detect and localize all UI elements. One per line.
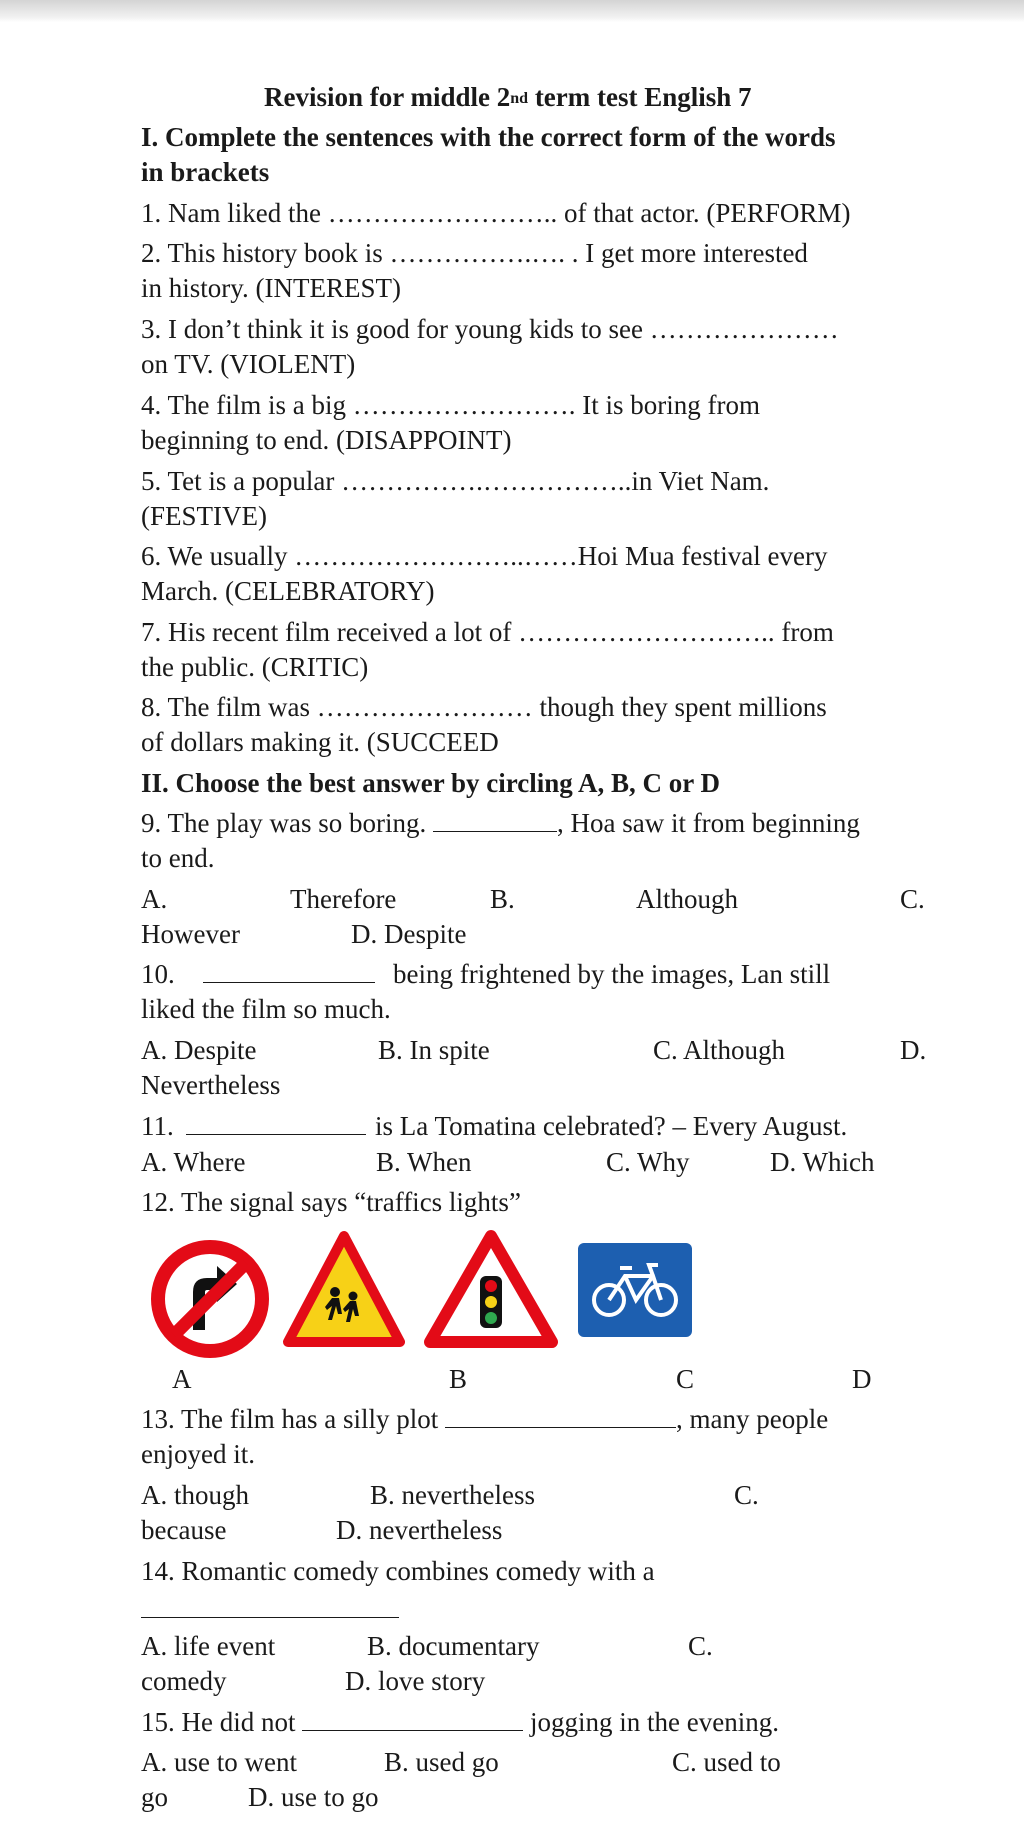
q11-line: is La Tomatina celebrated? – Every August.: [375, 1111, 848, 1141]
q11-num: 11.: [141, 1111, 174, 1141]
q2-line-cont: in history. (INTEREST): [141, 273, 401, 303]
q10-option-d[interactable]: D.: [900, 1035, 927, 1065]
q9-option-a-text[interactable]: Therefore: [290, 884, 397, 914]
q9-blank: [433, 807, 557, 832]
q9-option-b-text[interactable]: Although: [636, 884, 739, 914]
q11-option-b[interactable]: B. When: [376, 1147, 472, 1177]
q6-line-cont: March. (CELEBRATORY): [141, 576, 435, 606]
q10-line-cont: liked the film so much.: [141, 994, 391, 1024]
q6-line: 6. We usually ……………………..……Hoi Mua festival every: [141, 541, 828, 571]
q9-option-c[interactable]: C.: [900, 884, 925, 914]
q11-option-a[interactable]: A. Where: [141, 1147, 246, 1177]
q9-line-cont: to end.: [141, 843, 215, 873]
q13-option-c-text[interactable]: because: [141, 1515, 227, 1545]
q13-option-b[interactable]: B. nevertheless: [370, 1480, 535, 1510]
q15-blank: [302, 1706, 523, 1731]
q15-option-b[interactable]: B. used go: [384, 1747, 499, 1777]
sign-c-panel: [578, 1243, 692, 1337]
children-crossing-sign-icon[interactable]: [282, 1230, 406, 1348]
q10-option-b[interactable]: B. In spite: [378, 1035, 490, 1065]
q8-line-cont: of dollars making it. (SUCCEED: [141, 727, 499, 757]
q15-line: 15. He did not jogging in the evening.: [141, 1707, 779, 1737]
q12-label-c: C: [676, 1364, 695, 1394]
q2-line: 2. This history book is …………….…. . I get more interested: [141, 238, 808, 268]
q14-line: 14. Romantic comedy combines comedy with a: [141, 1556, 655, 1586]
q12-label-b: B: [449, 1364, 468, 1394]
top-shadow-bar: [0, 0, 1024, 22]
q10-option-d-text[interactable]: Nevertheless: [141, 1070, 281, 1100]
sign-b2-red-light: [485, 1280, 497, 1292]
q7-line-cont: the public. (CRITIC): [141, 652, 369, 682]
q14-blank: [141, 1617, 399, 1618]
q4-line: 4. The film is a big ……………………. It is boring from: [141, 390, 760, 420]
q5-line: 5. Tet is a popular …………….……………..in Viet Nam.: [141, 466, 770, 496]
q14-option-d[interactable]: D. love story: [345, 1666, 486, 1696]
q11-option-c[interactable]: C. Why: [606, 1147, 690, 1177]
no-right-turn-sign-icon[interactable]: [145, 1234, 275, 1364]
page-title: Revision for middle 2nd term test English 7: [264, 82, 752, 112]
q3-line-cont: on TV. (VIOLENT): [141, 349, 356, 379]
q13-blank: [445, 1403, 676, 1428]
q12-label-d: D: [852, 1364, 872, 1394]
q11-blank-wrap: [186, 1109, 366, 1143]
section1-heading-cont: in brackets: [141, 157, 270, 187]
section1-heading: I. Complete the sentences with the correct form of the words: [141, 122, 836, 152]
q3-line: 3. I don’t think it is good for young kids to see …………………: [141, 314, 839, 344]
q9-option-c-text[interactable]: However: [141, 919, 240, 949]
q12-label-a: A: [172, 1364, 192, 1394]
q13-line: 13. The film has a silly plot , many people: [141, 1404, 829, 1434]
sign-b2-green-light: [485, 1312, 497, 1324]
q10-option-a[interactable]: A. Despite: [141, 1035, 257, 1065]
q11-option-d[interactable]: D. Which: [770, 1147, 875, 1177]
q5-line-cont: (FESTIVE): [141, 501, 267, 531]
q10-option-c[interactable]: C. Although: [653, 1035, 786, 1065]
traffic-lights-sign-icon[interactable]: [422, 1228, 560, 1350]
q1-line: 1. Nam liked the …………………….. of that actor. (PERFORM): [141, 198, 851, 228]
q4-line-cont: beginning to end. (DISAPPOINT): [141, 425, 512, 455]
q7-line: 7. His recent film received a lot of ……………………….. from: [141, 617, 834, 647]
q9-option-b[interactable]: B.: [490, 884, 515, 914]
q15-option-c-text[interactable]: go: [141, 1782, 168, 1812]
q13-option-a[interactable]: A. though: [141, 1480, 249, 1510]
q14-option-b[interactable]: B. documentary: [367, 1631, 540, 1661]
q13-line-cont: enjoyed it.: [141, 1439, 255, 1469]
q11-blank: [186, 1110, 366, 1135]
q15-option-a[interactable]: A. use to went: [141, 1747, 297, 1777]
bicycle-sign-icon[interactable]: [576, 1241, 694, 1339]
q12-line: 12. The signal says “traffics lights”: [141, 1187, 521, 1217]
q14-option-a[interactable]: A. life event: [141, 1631, 276, 1661]
section2-heading: II. Choose the best answer by circling A, B, C or D: [141, 768, 721, 798]
sign-b2-yellow-light: [485, 1296, 497, 1308]
q15-option-d[interactable]: D. use to go: [248, 1782, 379, 1812]
q9-line: 9. The play was so boring. , Hoa saw it from beginning: [141, 808, 860, 838]
sign-b1-triangle: [288, 1236, 400, 1342]
q9-option-a[interactable]: A.: [141, 884, 168, 914]
q13-option-c[interactable]: C.: [734, 1480, 759, 1510]
q10-blank: [203, 958, 375, 983]
q13-option-d[interactable]: D. nevertheless: [336, 1515, 503, 1545]
q14-option-c[interactable]: C.: [688, 1631, 713, 1661]
q9-option-d[interactable]: D. Despite: [351, 919, 467, 949]
q10-num: 10.: [141, 959, 175, 989]
q8-line: 8. The film was …………………… though they spent millions: [141, 692, 827, 722]
q14-option-c-text[interactable]: comedy: [141, 1666, 227, 1696]
q10-blank-wrap: [203, 957, 375, 991]
q10-line: being frightened by the images, Lan still: [393, 959, 831, 989]
q15-option-c[interactable]: C. used to: [672, 1747, 781, 1777]
